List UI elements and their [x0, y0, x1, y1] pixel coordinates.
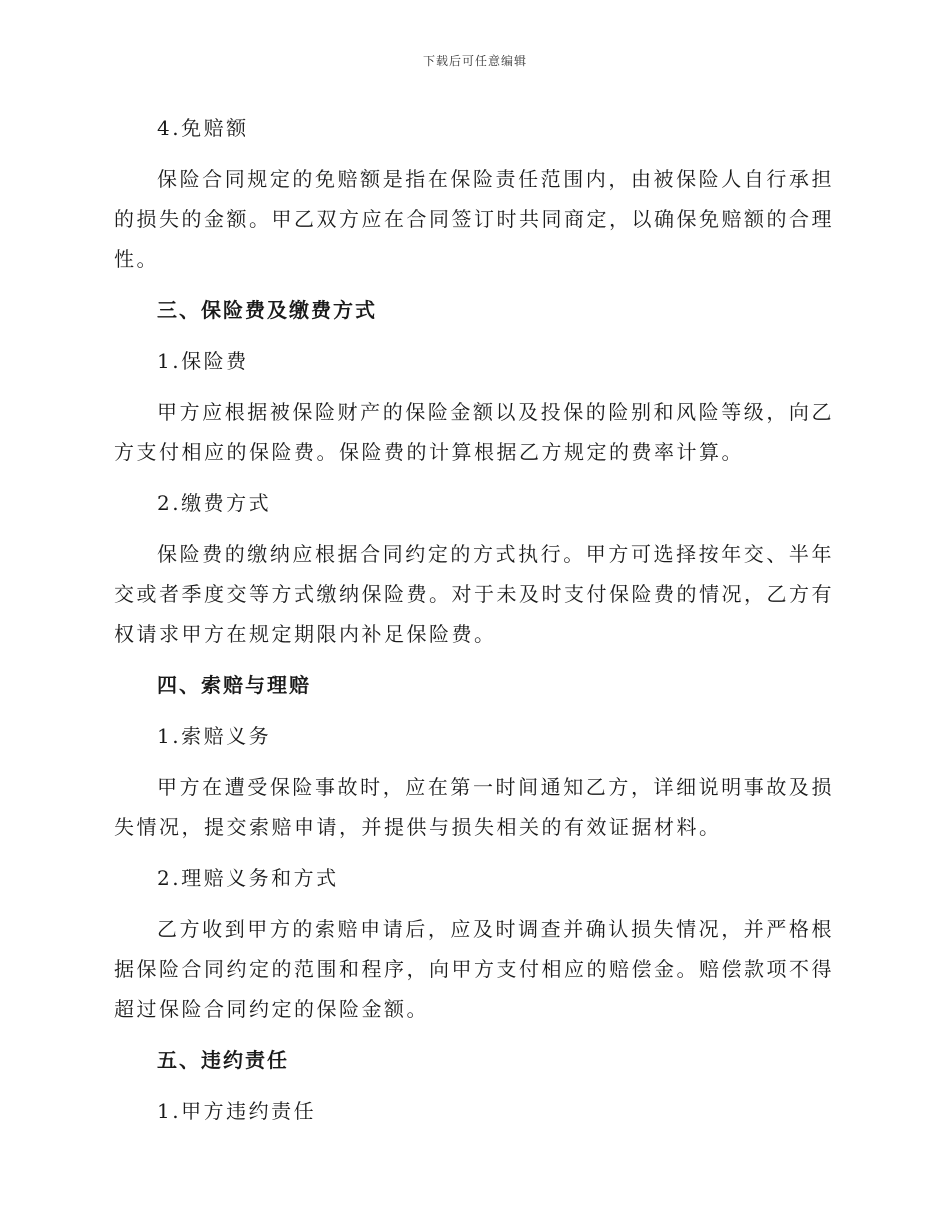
section-heading-liability: 五、违约责任 — [157, 1048, 289, 1072]
paragraph-payment-method: 保险费的缴纳应根据合同约定的方式执行。甲方可选择按年交、半年交或者季度交等方式缴纳保险费。对于未及时支付保险费的情况，乙方有权请求甲方在规定期限内补足保险费。 — [114, 542, 834, 646]
subheading-settlement: 2.理赔义务和方式 — [157, 866, 339, 890]
section-heading-claims: 四、索赔与理赔 — [157, 673, 311, 697]
subheading-party-a-liability: 1.甲方违约责任 — [157, 1099, 317, 1123]
subheading-claim-obligation: 1.索赔义务 — [157, 724, 272, 748]
paragraph-claim-obligation: 甲方在遭受保险事故时，应在第一时间通知乙方，详细说明事故及损失情况，提交索赔申请，并提供与损失相关的有效证据材料。 — [114, 775, 834, 839]
subheading-payment-method: 2.缴费方式 — [157, 491, 272, 515]
subheading-premium: 1.保险费 — [157, 349, 249, 373]
paragraph-premium: 甲方应根据被保险财产的保险金额以及投保的险别和风险等级，向乙方支付相应的保险费。保险费的计算根据乙方规定的费率计算。 — [114, 400, 834, 464]
paragraph-settlement: 乙方收到甲方的索赔申请后，应及时调查并确认损失情况，并严格根据保险合同约定的范围和程序，向甲方支付相应的赔偿金。赔偿款项不得超过保险合同约定的保险金额。 — [114, 917, 834, 1021]
subheading-deductible: 4.免赔额 — [157, 116, 249, 140]
paragraph-deductible: 保险合同规定的免赔额是指在保险责任范围内，由被保险人自行承担的损失的金额。甲乙双方应在合同签订时共同商定，以确保免赔额的合理性。 — [114, 167, 834, 271]
document-body — [114, 108, 834, 1142]
section-heading-premium: 三、保险费及缴费方式 — [157, 298, 377, 322]
header-note: 下载后可任意编辑 — [422, 54, 527, 68]
